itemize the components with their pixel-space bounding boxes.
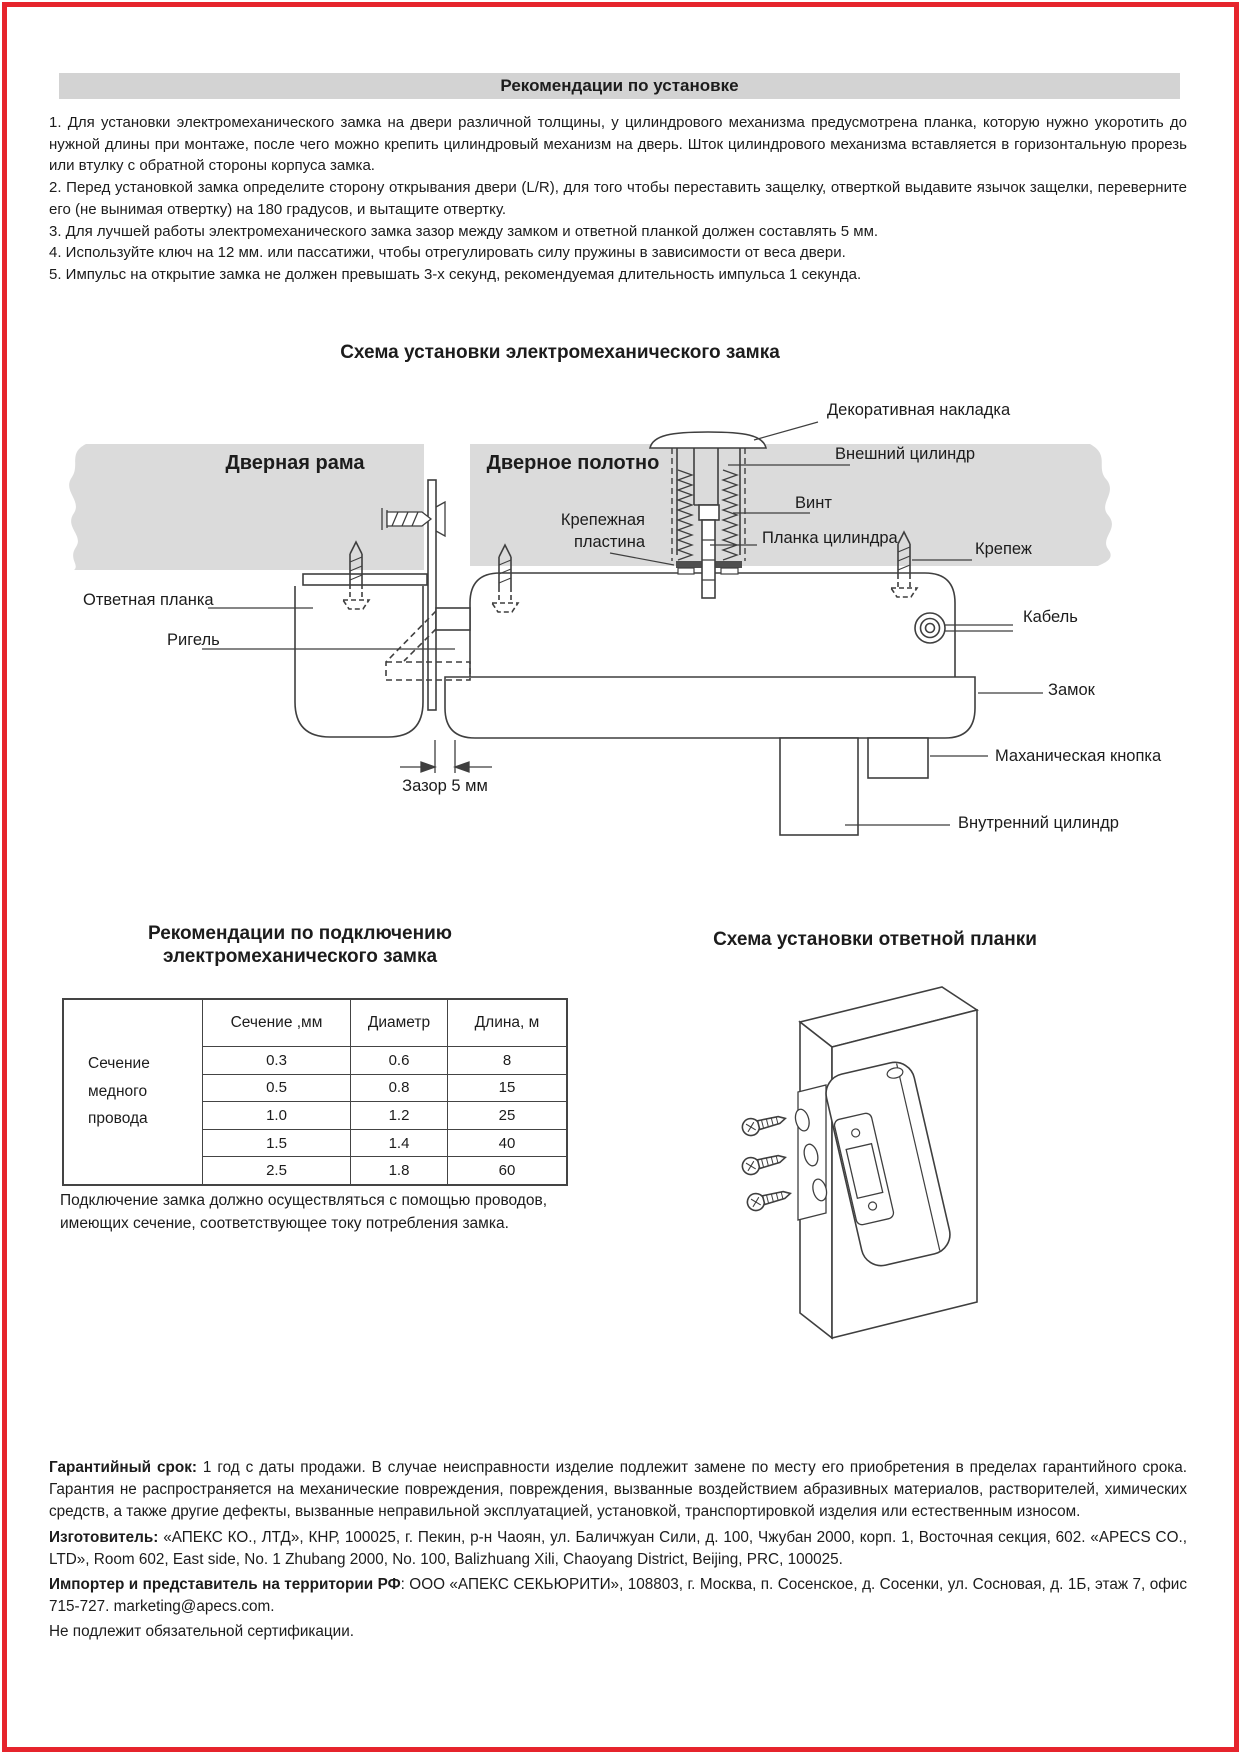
gap-dimension [400,740,492,773]
bolt-label: Ригель [167,631,220,649]
cylinder-bar-label: Планка цилиндра [762,529,898,547]
lock-faceplate-outline [445,677,975,738]
decorative-cap-shape [650,432,766,448]
footer-info [49,1457,1187,1647]
certification-note: Не подлежит обязательной сертификации. [49,1623,355,1641]
strike-screw [746,1185,793,1212]
wiring-note: Подключение замка должно осуществляться с помощью проводов, имеющих сечение, соответствующее току потребления замка. [60,1192,547,1232]
warranty-paragraph: Гарантийный срок: 1 год с даты продажи. В случае неисправности изделие подлежит замене по месту его приобретения в пределах гарантийного срока. Гарантия не распространяется на механические повреждения, повреждения, вызванные воздействием абразивных материалов, растворителей, химических средств, а также другие дефекты, вызванные неправильной эксплуатацией, установкой, транспортировкой изделия или естественным износом. [49,1459,1187,1521]
mounting-plate-foot-right [721,568,738,574]
mounting-plate-label-line1: Крепежная [560,511,645,529]
inner-cylinder-label: Внутренний цилиндр [958,814,1119,832]
table-row: 1.5 1.4 40 [63,1129,567,1157]
strike-flange [303,574,427,585]
instruction-item: 5. Импульс на открытие замка не должен превышать 3-х секунд, рекомендуемая длительность импульса 1 секунда. [49,265,862,283]
table-row: 0.5 0.8 15 [63,1074,567,1102]
decorative-cap-label: Декоративная накладка [827,401,1011,419]
importer-paragraph: Импортер и представитель на территории РФ: ООО «АПЕКС СЕКЬЮРИТИ», 108803, г. Москва, п. Сосенское, д. Сосенки, ул. Сосновая, д. 1Б, этаж 7, офис 715-727. marketing@apecs.com. [49,1576,1187,1616]
table-row: 2.5 1.8 60 [63,1157,567,1185]
wire-cross-section-table [62,998,568,1186]
outer-cylinder-label: Внешний цилиндр [835,445,976,463]
strike-plate-label: Ответная планка [83,591,214,609]
bolt-shape [436,608,470,630]
instruction-item: 1. Для установки электромеханического замка на двери различной толщины, у цилиндрового механизма предусмотрена планка, которую нужно укоротить до нужной длины при монтаже, после чего можно крепить цилиндровый механизм на дверь. Шток цилиндрового механизма вставляется в горизонтальную прорезь или втулку с обратной стороны корпуса замка. [49,114,1187,175]
section-header-bar [59,73,1180,99]
wiring-title: Рекомендации по подключению электромеханического замка [148,923,452,967]
vint-label: Винт [795,494,832,512]
col-header-diameter: Диаметр [351,999,448,1047]
strike-plate-diagram [640,960,1200,1350]
door-leaf-label: Дверное полотно [486,452,660,474]
instruction-item: 4. Используйте ключ на 12 мм. или пассатижи, чтобы отрегулировать силу пружины в зависимости от веса двери. [49,244,846,262]
lock-installation-diagram [50,395,1190,840]
strike-screw [741,1110,788,1137]
table-row: 0.3 0.6 8 [63,1047,567,1075]
mounting-plate-label-line2: пластина [573,533,645,551]
section-header-title: Рекомендации по установке [500,76,739,95]
vint-head-shape [699,505,719,520]
cylinder-bar-shape [702,520,715,598]
instruction-item: 3. Для лучшей работы электромеханического замка зазор между замком и ответной планкой должен составлять 5 мм. [49,222,879,240]
mech-button-label: Маханическая кнопка [995,747,1162,765]
fastener-label: Крепеж [975,540,1032,558]
lock-label: Замок [1048,681,1095,699]
strike-diagram-title: Схема установки ответной планки [713,929,1037,950]
gap-label: Зазор 5 мм [402,777,488,795]
cable-gland [915,613,1013,643]
strike-bracket-plate [428,480,436,710]
installation-instructions [49,112,1187,286]
col-header-length: Длина, м [448,999,568,1047]
cable-label: Кабель [1023,608,1078,626]
table-row-header: Сечение медного провода [63,999,203,1185]
mechanical-button-shape [868,738,928,778]
door-frame-label: Дверная рама [225,452,365,474]
inner-cylinder-shape [780,738,858,835]
instruction-item: 2. Перед установкой замка определите сторону открывания двери (L/R), для того чтобы переставить защелку, отверткой выдавите язычок защелки, переверните его (не вынимая отвертку) на 180 градусов, и вытащите отвертку. [49,179,1187,218]
col-header-section: Сечение ,мм [203,999,351,1047]
lock-diagram-title: Схема установки электромеханического замка [340,342,780,363]
mounting-plate-foot-left [678,568,694,574]
strike-screw [741,1149,788,1176]
table-row: 1.0 1.2 25 [63,1102,567,1130]
manufacturer-paragraph: Изготовитель: «АПЕКС КО., ЛТД», КНР, 100025, г. Пекин, р-н Чаоян, ул. Баличжуан Сили, д. 100, Чжубан 2000, корп. 1, Восточная секция, 602. «APECS CO., LTD», Room 602, East side, No. 1 Zhubang 2000, No. 100, Balizhuang Xili, Chaoyang District, Beijing, PRC, 100025. [49,1528,1187,1568]
